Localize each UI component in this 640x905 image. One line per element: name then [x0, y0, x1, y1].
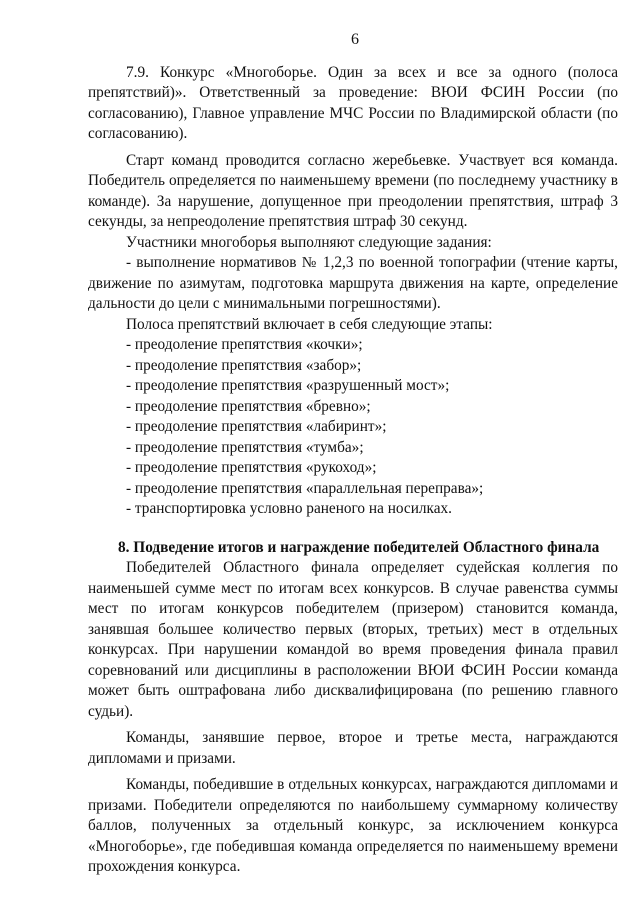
list-item: - преодоление препятствия «рукоход»;	[126, 459, 377, 476]
document-page	[88, 30, 618, 878]
list-item: - преодоление препятствия «забор»;	[126, 356, 362, 374]
section-8-heading: 8. Подведение итогов и награждение победителей Областного финала	[118, 538, 600, 556]
obstacles-intro: Полоса препятствий включает в себя следующие этапы:	[126, 315, 493, 333]
list-item: - преодоление препятствия «лабиринт»;	[126, 418, 387, 435]
list-item: - преодоление препятствия «бревно»;	[126, 397, 371, 415]
section-7-9-heading-paragraph: 7.9. Конкурс «Многоборье. Один за всех и все за одного (полоса препятствий)». Ответственный за проведение: ВЮИ ФСИН России (по согласованию), Главное управление МЧС России по Владимирской области (по согласованию).	[88, 63, 618, 142]
list-item: - транспортировка условно раненого на носилках.	[126, 500, 452, 517]
list-item: - преодоление препятствия «тумба»;	[126, 438, 364, 456]
task-topography: - выполнение нормативов № 1,2,3 по военной топографии (чтение карты, движение по азимутам, подготовка маршрута движения на карте, определение дальности до цели с минимальными погрешностями).	[88, 254, 618, 312]
section-8-paragraph-1: Победителей Областного финала определяет судейская коллегия по наименьшей сумме мест по итогам всех конкурсов. В случае равенства суммы мест по итогам конкурсов победителем (призером) становится команда, занявшая большее количество первых (вторых, третьих) мест в отдельных конкурсах. При нарушении командой во время проведения финала правил соревнований или дисциплины в расположении ВЮИ ФСИН России команда может быть оштрафована либо дисквалифицирована (по решению главного судьи).	[88, 559, 618, 720]
list-item: - преодоление препятствия «разрушенный мост»;	[126, 377, 450, 394]
list-item: - преодоление препятствия «параллельная переправа»;	[126, 479, 484, 497]
start-rules-paragraph: Старт команд проводится согласно жеребьевке. Участвует вся команда. Победитель определяется по наименьшему времени (по последнему участнику в команде). За нарушение, допущенное при преодолении препятствия, штраф 3 секунды, за непреодоление препятствия штраф 30 секунд.	[88, 151, 618, 230]
list-item: - преодоление препятствия «кочки»;	[126, 336, 363, 353]
section-8-paragraph-2: Команды, занявшие первое, второе и третье места, награждаются дипломами и призами.	[88, 729, 618, 767]
page-number: 6	[351, 31, 359, 48]
section-8-paragraph-3: Команды, победившие в отдельных конкурсах, награждаются дипломами и призами. Победители определяются по наибольшему суммарному количеству баллов, полученных за отдельный конкурс, за исключением конкурса «Многоборье», где победившая команда определяется по наименьшему времени прохождения конкурса.	[88, 776, 618, 875]
tasks-intro: Участники многоборья выполняют следующие задания:	[126, 233, 492, 251]
obstacle-list	[88, 335, 618, 520]
